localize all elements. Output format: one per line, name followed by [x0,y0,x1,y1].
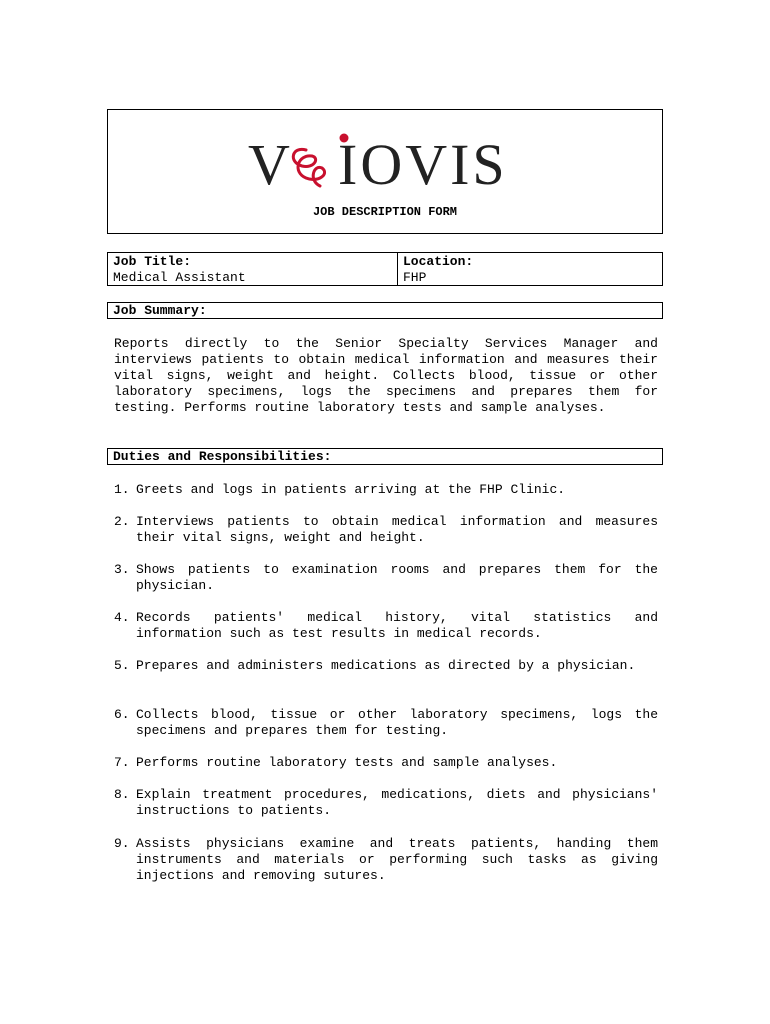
location-label: Location: [403,254,474,269]
job-summary-heading [107,302,663,319]
location-value: FHP [403,270,427,285]
duty-text: Explain treatment procedures, medications, diets and physicians' instructions to patients. [136,787,658,818]
duty-text: Interviews patients to obtain medical information and measures their vital signs, weight and height. [136,514,658,545]
duty-text: Greets and logs in patients arriving at the FHP Clinic. [136,482,566,497]
logo-graphic [248,128,528,194]
duty-number: 7. [114,755,130,770]
location-cell [398,253,662,285]
job-title-cell [108,253,398,285]
duty-text: Records patients' medical history, vital statistics and information such as test results in medical records. [136,610,658,641]
duty-number: 3. [114,562,130,577]
duty-number: 9. [114,836,130,851]
duty-number: 5. [114,658,130,673]
job-title-label: Job Title: [113,254,192,269]
duties-heading [107,448,663,465]
duty-number: 6. [114,707,130,722]
duty-text: Assists physicians examine and treats patients, handing them instruments and materials or performing such tasks as giving injections and removing sutures. [136,836,658,883]
duty-text: Shows patients to examination rooms and prepares them for the physician. [136,562,658,593]
job-info-table [107,252,663,286]
svg-text:V: V [248,132,292,194]
duty-text: Prepares and administers medications as directed by a physician. [136,658,636,673]
duty-number: 1. [114,482,130,497]
duties-heading-text: Duties and Responsibilities: [113,449,332,464]
duty-text: Performs routine laboratory tests and sample analyses. [136,755,558,770]
duty-number: 4. [114,610,130,625]
veiovis-logo [248,128,528,194]
duty-text: Collects blood, tissue or other laboratory specimens, logs the specimens and prepares them for testing. [136,707,658,738]
header-box [107,109,663,234]
duty-number: 2. [114,514,130,529]
job-title-value: Medical Assistant [113,270,246,285]
form-title: JOB DESCRIPTION FORM [312,205,458,219]
job-summary-heading-text: Job Summary: [113,303,207,318]
duty-number: 8. [114,787,130,802]
svg-text:IOVIS: IOVIS [338,132,508,194]
job-summary-text: Reports directly to the Senior Specialty Services Manager and interviews patients to obtain medical information and measures their vital signs, weight and height. Collects blood, tissue or other laboratory specimens, logs the specimens and prepares them for testing. Performs routine laboratory tests and sample analyses. [114,336,658,415]
